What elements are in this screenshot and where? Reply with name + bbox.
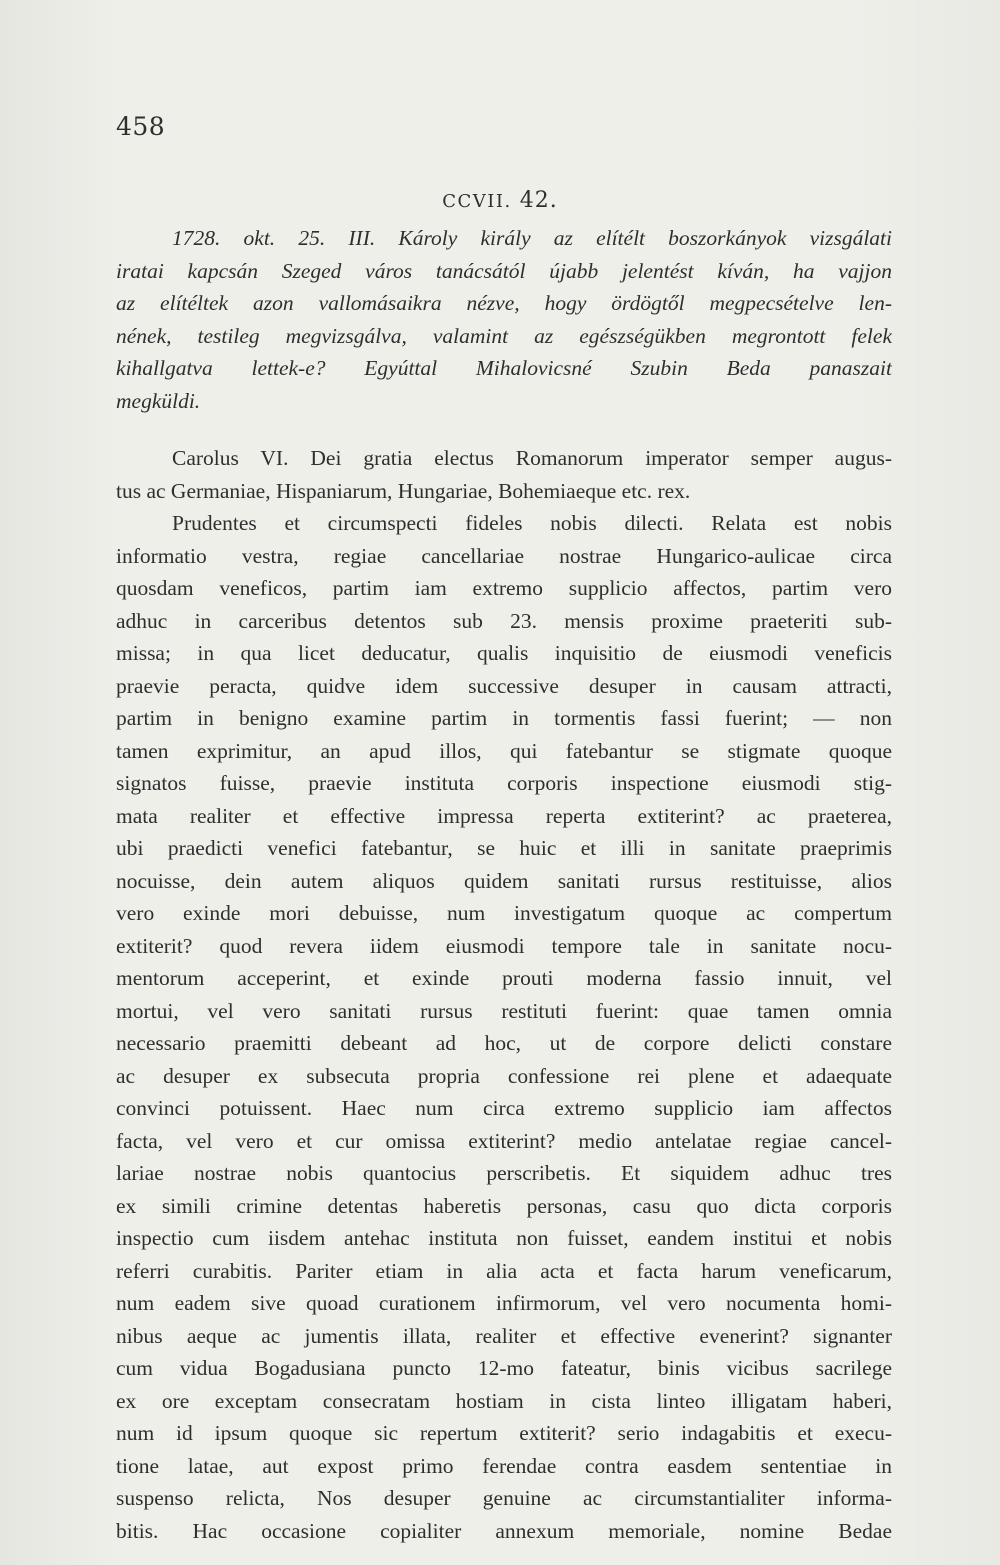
body-line: cum vidua Bogadusiana puncto 12-mo fateatur, binis vicibus sacrilege (116, 1356, 892, 1380)
summary-line: az elítéltek azon vallomásaikra nézve, hogy ördögtől megpecsételve len- (116, 291, 892, 315)
body-line: num id ipsum quoque sic repertum extiterit? serio indagabitis et execu- (116, 1421, 892, 1445)
body-line: mentorum acceperint, et exinde prouti moderna fassio innuit, vel (116, 966, 892, 990)
body-line: nocuisse, dein autem aliquos quidem sanitati rursus restituisse, alios (116, 868, 892, 893)
body-line: nibus aeque ac jumentis illata, realiter et effective evenerint? signanter (116, 1323, 892, 1348)
body-line: signatos fuisse, praevie instituta corporis inspectione eiusmodi stig- (116, 771, 892, 795)
body-line: convinci potuissent. Haec num circa extremo supplicio iam affectos (116, 1096, 892, 1120)
body-line: suspenso relicta, Nos desuper genuine ac circumstantialiter informa- (116, 1486, 892, 1510)
body-line: referri curabitis. Pariter etiam in alia acta et facta harum veneficarum, (116, 1258, 892, 1283)
body-line: tamen exprimitur, an apud illos, qui fatebantur se stigmate quoque (116, 738, 892, 763)
body-line: adhuc in carceribus detentos sub 23. mensis proxime praeteriti sub- (116, 608, 892, 633)
body-line: ex simili crimine detentas haberetis personas, casu quo dicta corporis (116, 1193, 892, 1218)
document-number-arabic: 42. (519, 188, 558, 213)
letter-body (116, 507, 892, 1547)
body-line: mata realiter et effective impressa reperta extiterint? ac praeterea, (116, 803, 892, 828)
body-line: ac desuper ex subsecuta propria confessione rei plene et adaequate (116, 1063, 892, 1088)
summary-line: 1728. okt. 25. III. Károly király az elítélt boszorkányok vizsgálati (172, 226, 892, 250)
document-number-heading (0, 188, 1000, 213)
body-line: bitis. Hac occasione copialiter annexum memoriale, nomine Bedae (116, 1518, 892, 1543)
body-line: num eadem sive quoad curationem infirmorum, vel vero nocumenta homi- (116, 1291, 892, 1315)
body-line: ex ore exceptam consecratam hostiam in cista linteo illigatam haberi, (116, 1388, 892, 1413)
document-number-roman: CCVII. (442, 191, 512, 212)
salutation (116, 442, 892, 507)
body-line: ubi praedicti venefici fatebantur, se huic et illi in sanitate praeprimis (116, 836, 892, 860)
summary-line: iratai kapcsán Szeged város tanácsától újabb jelentést kíván, ha vajjon (116, 258, 892, 283)
body-line: mortui, vel vero sanitati rursus restituti fuerint: quae tamen omnia (116, 998, 892, 1023)
salutation-line: Carolus VI. Dei gratia electus Romanorum imperator semper augus- (172, 446, 892, 470)
summary-line: megküldi. (116, 388, 201, 413)
body-line: vero exinde mori debuisse, num investigatum quoque ac compertum (116, 901, 892, 925)
body-line: Prudentes et circumspecti fideles nobis dilecti. Relata est nobis (172, 511, 892, 535)
body-line: informatio vestra, regiae cancellariae nostrae Hungarico-aulicae circa (116, 543, 892, 568)
page-number: 458 (116, 112, 166, 141)
body-line: tione latae, aut expost primo ferendae contra easdem sententiae in (116, 1453, 892, 1478)
body-line: necessario praemitti debeant ad hoc, ut de corpore delicti constare (116, 1031, 892, 1055)
body-line: lariae nostrae nobis quantocius perscribetis. Et siquidem adhuc tres (116, 1161, 892, 1185)
document-summary (116, 222, 892, 417)
summary-line: kihallgatva lettek-e? Egyúttal Mihalovicsné Szubin Beda panaszait (116, 356, 892, 380)
body-line: missa; in qua licet deducatur, qualis inquisitio de eiusmodi veneficis (116, 641, 892, 665)
body-line: facta, vel vero et cur omissa extiterint? medio antelatae regiae cancel- (116, 1128, 892, 1153)
body-line: quosdam veneficos, partim iam extremo supplicio affectos, partim vero (116, 576, 892, 600)
body-line: inspectio cum iisdem antehac instituta non fuisset, eandem institui et nobis (116, 1226, 892, 1250)
salutation-line: tus ac Germaniae, Hispaniarum, Hungariae, Bohemiaeque etc. rex. (116, 478, 691, 503)
body-line: praevie peracta, quidve idem successive desuper in causam attracti, (116, 673, 892, 698)
summary-line: nének, testileg megvizsgálva, valamint az egészségükben megrontott felek (116, 323, 892, 348)
body-line: extiterit? quod revera iidem eiusmodi tempore tale in sanitate nocu- (116, 933, 892, 958)
body-line: partim in benigno examine partim in tormentis fassi fuerint; — non (116, 706, 892, 730)
